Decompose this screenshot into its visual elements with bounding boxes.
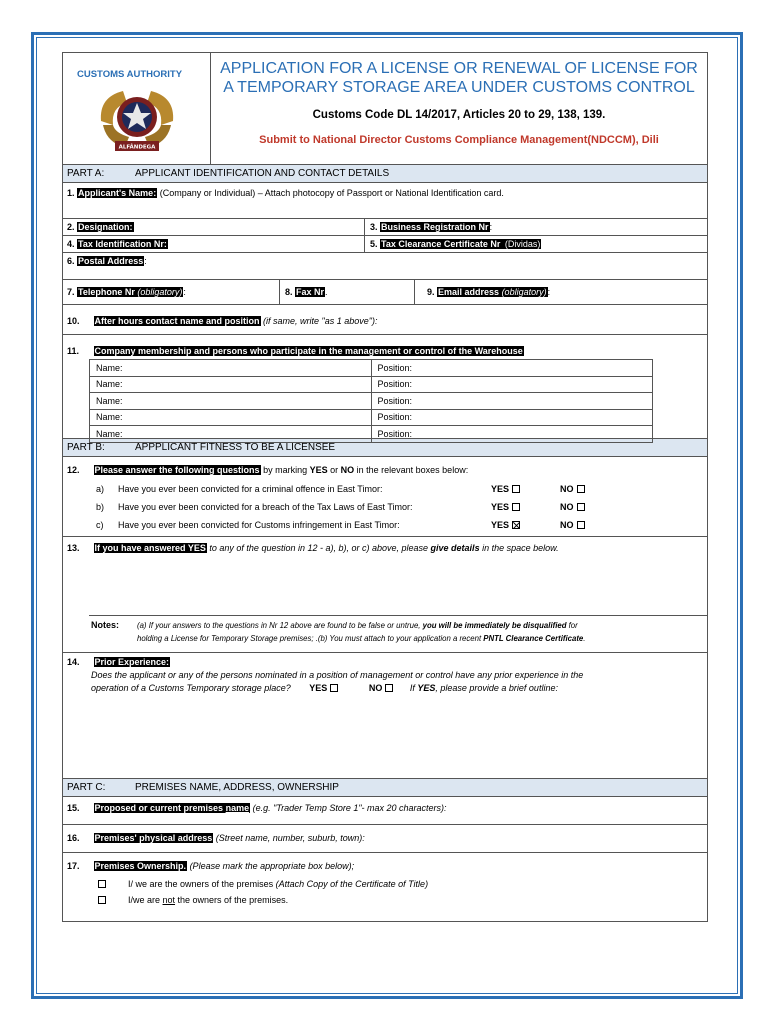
question-letter: c)	[96, 520, 104, 530]
table-row	[90, 409, 653, 426]
member-name-cell[interactable]: Name:	[90, 409, 372, 426]
notes-line-1: (a) If your answers to the questions in Nr 12 above are found to be false or untrue, you will be immediately be disqualified for	[137, 621, 578, 630]
field-label: Applicant's Name:	[78, 188, 157, 198]
field-give-details[interactable]	[63, 537, 707, 653]
field-number: 14.	[67, 657, 80, 667]
question-text: Have you ever been convicted for a criminal offence in East Timor:	[118, 484, 383, 494]
question-text: Does the applicant or any of the persons nominated in a position of management or control have any prior experience in the	[91, 670, 584, 680]
field-postal-address[interactable]	[63, 253, 707, 280]
membership-table	[89, 359, 653, 443]
row-tax	[63, 236, 707, 253]
row-designation-business	[63, 219, 707, 236]
yes-checkbox[interactable]	[512, 503, 520, 511]
field-suffix: (Dividas)	[502, 239, 541, 249]
field-number: 8.	[285, 287, 293, 297]
option-not-owners[interactable]: I/we are not the owners of the premises.	[95, 895, 288, 905]
member-position-cell[interactable]: Position:	[371, 409, 653, 426]
notes-line-2: holding a License for Temporary Storage premises; .(b) You must attach to your application a recent PNTL Clearance Certificate.	[137, 634, 586, 643]
yes-option[interactable]: YES	[491, 520, 520, 530]
field-number: 5.	[370, 239, 378, 249]
field-telephone[interactable]	[67, 287, 186, 297]
field-number: 17.	[67, 861, 80, 871]
member-position-cell[interactable]: Position:	[371, 360, 653, 377]
field-number: 2.	[67, 222, 75, 232]
member-name-cell[interactable]: Name:	[90, 426, 372, 443]
member-name-cell[interactable]: Name:	[90, 376, 372, 393]
field-number: 16.	[67, 833, 80, 843]
instruction-text: in the relevant boxes below:	[354, 465, 469, 475]
form-header	[63, 53, 707, 165]
field-suffix: :	[144, 256, 147, 266]
no-option[interactable]: NO	[560, 484, 585, 494]
field-tax-clearance[interactable]	[364, 236, 707, 252]
no-option[interactable]: NO	[560, 520, 585, 530]
instruction-text: or	[327, 465, 341, 475]
field-prior-experience[interactable]	[63, 653, 707, 779]
field-label: If you have answered YES	[94, 543, 206, 553]
question-letter: a)	[96, 484, 105, 494]
field-designation[interactable]	[67, 222, 134, 232]
field-label: After hours contact name and position	[94, 316, 260, 326]
svg-text:ALFÂNDEGA: ALFÂNDEGA	[118, 144, 156, 151]
field-instruction: give details	[430, 543, 480, 553]
field-label: Tax Clearance Certificate Nr	[381, 239, 501, 249]
field-instruction: (Please mark the appropriate box below);	[187, 861, 355, 871]
field-suffix: :	[489, 222, 493, 232]
yes-option[interactable]: YES	[491, 502, 520, 512]
field-business-registration[interactable]	[364, 219, 707, 235]
field-label: Designation:	[78, 222, 133, 232]
field-instruction: to any of the question in 12 - a), b), or c) above, please	[206, 543, 431, 553]
form-title: APPLICATION FOR A LICENSE OR RENEWAL OF LICENSE FOR A TEMPORARY STORAGE AREA UNDER CUSTOMS CONTROL	[220, 60, 698, 96]
field-label: Fax Nr	[296, 287, 325, 297]
part-b-title: APPPLICANT FITNESS TO BE A LICENSEE	[135, 442, 336, 453]
part-a-header	[63, 165, 707, 183]
part-c-header	[63, 779, 707, 797]
field-premises-address[interactable]	[63, 825, 707, 853]
row-contact	[63, 280, 707, 305]
field-instruction: in the space below.	[479, 543, 559, 553]
table-row	[90, 360, 653, 377]
part-a-title: APPLICANT IDENTIFICATION AND CONTACT DETAILS	[135, 168, 390, 179]
field-fitness-questions	[63, 457, 707, 537]
question-text: Have you ever been convicted for a breach of the Tax Laws of East Timor:	[118, 502, 413, 512]
notes-label: Notes:	[91, 620, 120, 630]
question-letter: b)	[96, 502, 105, 512]
field-after-hours-contact[interactable]	[63, 305, 707, 335]
notes-box	[89, 615, 707, 653]
field-label: Premises Ownership.	[94, 861, 187, 871]
header-logo-cell	[63, 53, 211, 164]
field-number: 9.	[427, 287, 435, 297]
field-number: 4.	[67, 239, 75, 249]
yes-checkbox[interactable]	[512, 485, 520, 493]
field-label: Email address (obligatory)	[438, 287, 547, 297]
customs-seal-logo	[93, 81, 181, 159]
part-a-label: PART A:	[67, 168, 105, 179]
no-checkbox[interactable]	[385, 684, 393, 692]
header-title-cell	[211, 53, 707, 164]
field-label: Tax Identification Nr:	[78, 239, 167, 249]
table-row	[90, 426, 653, 443]
field-number: 7.	[67, 287, 75, 297]
field-instruction: (Street name, number, suburb, town):	[213, 833, 365, 843]
field-label: Proposed or current premises name	[94, 803, 250, 813]
field-company-membership	[63, 335, 707, 439]
field-label: Business Registration Nr	[381, 222, 489, 232]
member-position-cell[interactable]: Position:	[371, 426, 653, 443]
no-checkbox[interactable]	[577, 521, 585, 529]
instruction-text: YES	[309, 465, 328, 475]
owners-checkbox[interactable]	[98, 880, 106, 888]
member-name-cell[interactable]: Name:	[90, 393, 372, 410]
field-number: 12.	[67, 465, 80, 475]
option-owners[interactable]: I/ we are the owners of the premises (Attach Copy of the Certificate of Title)	[95, 879, 428, 889]
field-number: 1.	[67, 188, 75, 198]
member-position-cell[interactable]: Position:	[371, 376, 653, 393]
field-suffix: :	[183, 287, 186, 297]
field-label: Please answer the following questions	[94, 465, 260, 475]
field-instruction: (if same, write "as 1 above"):	[260, 316, 378, 326]
table-row	[90, 393, 653, 410]
field-number: 10.	[67, 316, 80, 326]
no-checkbox[interactable]	[577, 485, 585, 493]
field-tax-identification[interactable]	[67, 239, 168, 249]
customs-authority-label: CUSTOMS AUTHORITY	[77, 69, 183, 80]
not-owners-checkbox[interactable]	[98, 896, 106, 904]
field-premises-ownership	[63, 853, 707, 921]
field-number: 6.	[67, 256, 75, 266]
part-b-label: PART B:	[67, 442, 105, 453]
field-label: Telephone Nr (obligatory)	[78, 287, 183, 297]
question-line-2: operation of a Customs Temporary storage place? YES NO If YES, please provide a brief outline:	[91, 683, 558, 693]
submission-instruction: Submit to National Director Customs Compliance Management(NDCCM), Dili	[259, 134, 659, 146]
field-instruction: (Company or Individual) – Attach photocopy of Passport or National Identification card.	[157, 188, 504, 198]
field-suffix: :	[547, 287, 551, 297]
instruction-text: NO	[340, 465, 355, 475]
field-number: 13.	[67, 543, 80, 553]
field-label: Premises' physical address	[94, 833, 213, 843]
yes-option[interactable]: YES	[309, 683, 338, 693]
yes-option[interactable]: YES	[491, 484, 520, 494]
field-label: Company membership and persons who participate in the management or control of the Warehouse	[94, 346, 523, 356]
field-label: Postal Address	[78, 256, 144, 266]
yes-checkbox[interactable]	[330, 684, 338, 692]
field-premises-name[interactable]	[63, 797, 707, 825]
member-position-cell[interactable]: Position:	[371, 393, 653, 410]
yes-checkbox-checked[interactable]	[512, 521, 520, 529]
member-name-cell[interactable]: Name:	[90, 360, 372, 377]
question-text: Have you ever been convicted for Customs infringement in East Timor:	[118, 520, 400, 530]
field-suffix: .	[325, 287, 328, 297]
field-number: 3.	[370, 222, 378, 232]
field-email[interactable]	[414, 280, 707, 304]
instruction-text: by marking	[260, 465, 310, 475]
field-instruction: (e.g. "Trader Temp Store 1"- max 20 characters):	[250, 803, 447, 813]
application-form	[62, 52, 708, 922]
no-checkbox[interactable]	[577, 503, 585, 511]
no-option[interactable]: NO	[560, 502, 585, 512]
part-c-label: PART C:	[67, 782, 106, 793]
legal-reference: Customs Code DL 14/2017, Articles 20 to 29, 138, 139.	[312, 109, 606, 121]
field-label: Prior Experience:	[94, 657, 170, 667]
field-applicant-name[interactable]	[63, 183, 707, 219]
field-number: 15.	[67, 803, 80, 813]
table-row	[90, 376, 653, 393]
part-c-title: PREMISES NAME, ADDRESS, OWNERSHIP	[135, 782, 339, 793]
no-option[interactable]: NO	[369, 683, 394, 693]
field-number: 11.	[67, 346, 80, 356]
